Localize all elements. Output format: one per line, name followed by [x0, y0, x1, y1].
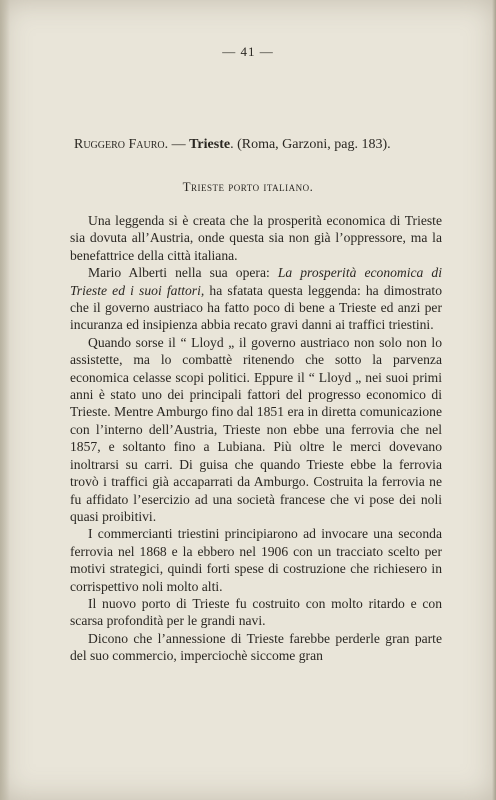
paragraph-1: Una leggenda si è creata che la prosperità economica di Trieste sia dovuta all’Austria, onde questa sia non già l’oppressore, ma la benefattrice della città italiana.	[70, 213, 442, 263]
paragraph-6: Dicono che l’annessione di Trieste farebbe perderle gran parte del suo commercio, imperciochè siccome gran	[70, 630, 442, 664]
citation-line	[74, 137, 444, 153]
paragraph-2-intro: Mario Alberti nella sua opera:	[88, 265, 278, 281]
citation-dash: —	[168, 137, 190, 152]
citation-details: . (Roma, Garzoni, pag. 183).	[230, 137, 391, 152]
citation-title: Trieste	[189, 137, 231, 152]
citation-author: Ruggero Fauro.	[74, 137, 169, 152]
section-heading: Trieste porto italiano.	[182, 179, 314, 194]
book-title-italic: La prosperità economica di Trieste ed i suoi fattori,	[70, 265, 442, 298]
paragraph-5: Il nuovo porto di Trieste fu costruito con molto ritardo e con scarsa profondità per le grandi navi.	[70, 595, 442, 629]
paragraph-3: Quando sorse il “ Lloyd „ il governo austriaco non solo non lo assistette, ma lo combattè ritenendo che sotto la parvenza economica celasse scopi politici. Eppure il “ Lloyd „ nei suoi primi anni è stato uno dei principali fattori del progresso economico di Trieste. Mentre Amburgo fino dal 1851 era in diretta comunicazione con l’interno dell’Austria, Trieste non ebbe una ferrovia che nel 1857, e soltanto fino a Lubiana. Più oltre le merci dovevano inoltrarsi su carri. Di guisa che quando Trieste ebbe la ferrovia trovò i traffici già accaparrati da Amburgo. Costruita la ferrovia ne fu affidato l’esercizio ad una società francese che vi pose dei noli quasi proibitivi.	[70, 334, 442, 524]
paragraph-2	[70, 264, 442, 334]
page-number: — 41 —	[222, 44, 274, 59]
page-shadow-left	[0, 0, 10, 800]
paragraph-4: I commercianti triestini principiarono ad invocare una seconda ferrovia nel 1868 e la ebbero nel 1906 con un tracciato scelto per motivi strategici, quindi forti spese di costruzione che richiesero in corrispettivo noli molto alti.	[70, 526, 442, 594]
paragraph-2-rest: ha sfatata questa leggenda: ha dimostrato che il governo austriaco ha fatto poco di bene a Trieste ed anzi per incuranza ed insipienza abbia recato gravi danni ai traffici triestini.	[70, 282, 442, 333]
page-shadow-right	[492, 0, 496, 800]
body-text	[70, 212, 442, 665]
